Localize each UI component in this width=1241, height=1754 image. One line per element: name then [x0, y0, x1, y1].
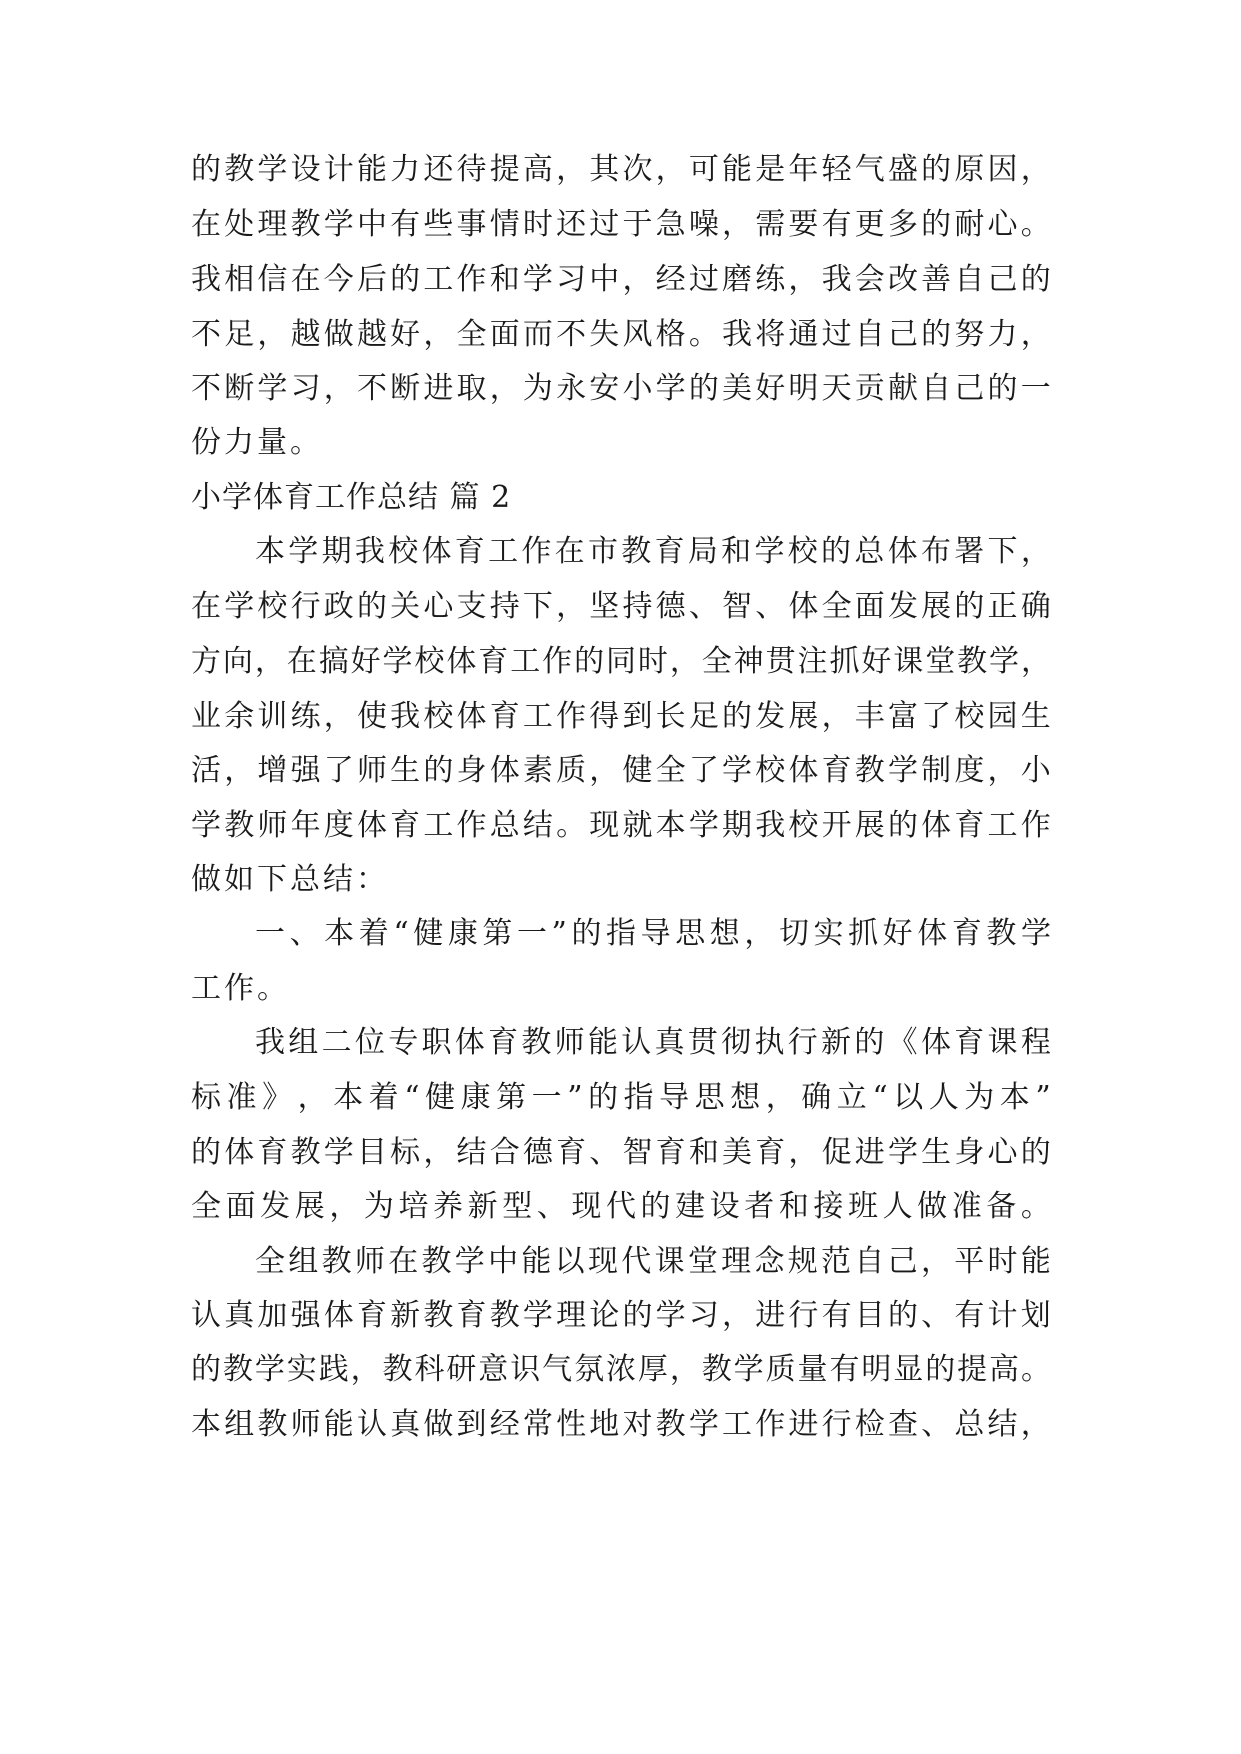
text-line: 业 余 训 练 ， 使 我 校 体 育 工 作 得 到 长 足 的 发 展 ， 丰 富 了 校 园 生: [191, 699, 1051, 734]
text-line: 活 ， 增 强 了 师 生 的 身 体 素 质 ， 健 全 了 学 校 体 育 教 学 制 度 ， 小: [191, 753, 1051, 788]
text-line: 认 真 加 强 体 育 新 教 育 教 学 理 论 的 学 习 ， 进 行 有 目 的 、 有 计 划: [191, 1298, 1051, 1333]
section-heading: 小学体育工作总结 篇 2: [191, 480, 512, 515]
text-line: 在 处 理 教 学 中 有 些 事 情 时 还 过 于 急 噪 ， 需 要 有 更 多 的 耐 心 。: [191, 207, 1051, 242]
text-line: 本 学 期 我 校 体 育 工 作 在 市 教 育 局 和 学 校 的 总 体 布 署 下 ，: [255, 534, 1051, 569]
text-line: 一 、 本 着 “ 健 康 第 一 ” 的 指 导 思 想 ， 切 实 抓 好 体 育 教 学: [255, 916, 1051, 951]
text-line: 在 学 校 行 政 的 关 心 支 持 下 ， 坚 持 德 、 智 、 体 全 面 发 展 的 正 确: [191, 589, 1051, 624]
text-line: 做如下总结：: [191, 862, 389, 897]
text-line: 方 向 ， 在 搞 好 学 校 体 育 工 作 的 同 时 ， 全 神 贯 注 抓 好 课 堂 教 学 ，: [191, 644, 1051, 679]
text-line: 学 教 师 年 度 体 育 工 作 总 结 。 现 就 本 学 期 我 校 开 展 的 体 育 工 作: [191, 808, 1051, 843]
text-line: 全 组 教 师 在 教 学 中 能 以 现 代 课 堂 理 念 规 范 自 己 ， 平 时 能: [255, 1244, 1051, 1279]
text-line: 的 教 学 实 践 ， 教 科 研 意 识 气 氛 浓 厚 ， 教 学 质 量 有 明 显 的 提 高 。: [191, 1352, 1051, 1387]
text-line: 我 相 信 在 今 后 的 工 作 和 学 习 中 ， 经 过 磨 练 ， 我 会 改 善 自 己 的: [191, 262, 1051, 297]
text-line: 不 断 学 习 ， 不 断 进 取 ， 为 永 安 小 学 的 美 好 明 天 贡 献 自 己 的 一: [191, 371, 1051, 406]
text-line: 的 教 学 设 计 能 力 还 待 提 高 ， 其 次 ， 可 能 是 年 轻 气 盛 的 原 因 ，: [191, 152, 1051, 187]
text-line: 工作。: [191, 971, 290, 1006]
text-line: 份力量。: [191, 425, 323, 460]
text-line: 全 面 发 展 ， 为 培 养 新 型 、 现 代 的 建 设 者 和 接 班 人 做 准 备 。: [191, 1189, 1051, 1224]
text-line: 标 准 》 ， 本 着 “ 健 康 第 一 ” 的 指 导 思 想 ， 确 立 “ 以 人 为 本 ”: [191, 1080, 1051, 1115]
text-line: 本 组 教 师 能 认 真 做 到 经 常 性 地 对 教 学 工 作 进 行 检 查 、 总 结 ，: [191, 1407, 1051, 1442]
text-line: 的 体 育 教 学 目 标 ， 结 合 德 育 、 智 育 和 美 育 ， 促 进 学 生 身 心 的: [191, 1135, 1051, 1170]
text-line: 不 足 ， 越 做 越 好 ， 全 面 而 不 失 风 格 。 我 将 通 过 自 己 的 努 力 ，: [191, 317, 1051, 352]
text-line: 我 组 二 位 专 职 体 育 教 师 能 认 真 贯 彻 执 行 新 的 《 体 育 课 程: [255, 1025, 1051, 1060]
